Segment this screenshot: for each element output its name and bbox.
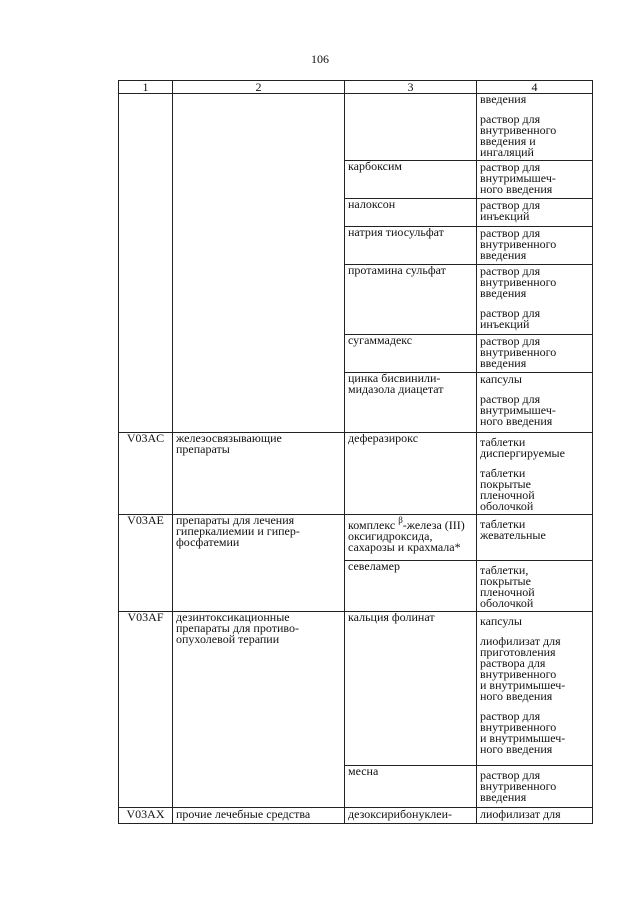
dosage-form: таблетки диспергируемые	[480, 435, 565, 460]
dosage-form: капсулы	[480, 614, 522, 628]
table-row	[119, 515, 593, 561]
header-row	[119, 81, 593, 94]
inn-cell: дезоксирибонуклеи-	[345, 808, 477, 824]
group-cell: железосвязывающие препараты	[173, 433, 345, 515]
forms-cell	[477, 612, 593, 766]
inn-cell: карбоксим	[345, 161, 477, 199]
forms-cell	[477, 335, 593, 373]
dosage-form: таблетки покрытые пленочной оболочкой	[480, 466, 535, 513]
group-cell	[173, 94, 345, 433]
forms-cell	[477, 808, 593, 824]
dosage-form: раствор для внутривенного и внутримышеч- ного введения	[480, 709, 566, 756]
dosage-form: лиофилизат для приготовления раствора для внутривенного и внутримышеч- ного введения	[480, 634, 566, 703]
dosage-form: раствор для внутримышеч- ного введения	[480, 392, 556, 428]
dosage-form: раствор для внутривенного введения и ингаляций	[480, 112, 557, 159]
dosage-form: таблетки жевательные	[480, 517, 546, 542]
inn-cell: сугаммадекс	[345, 335, 477, 373]
header-cell: 1	[119, 81, 173, 94]
inn-suffix: -железа (III) оксигидроксида, сахарозы и крахмала*	[348, 518, 465, 554]
inn-prefix: комплекс	[348, 518, 396, 532]
header-cell: 2	[173, 81, 345, 94]
dosage-form: лиофилизат для	[480, 807, 561, 821]
forms-cell	[477, 199, 593, 227]
atc-code-cell: V03AC	[119, 433, 173, 515]
table-row	[119, 433, 593, 515]
inn-cell: цинка бисвинили- мидазола диацетат	[345, 373, 477, 433]
dosage-form: таблетки, покрытые пленочной оболочкой	[480, 563, 535, 610]
dosage-form: раствор для инъекций	[480, 306, 541, 331]
inn-cell	[345, 94, 477, 161]
forms-cell	[477, 373, 593, 433]
inn-cell: месна	[345, 766, 477, 808]
atc-code-cell: V03AX	[119, 808, 173, 824]
table-row	[119, 808, 593, 824]
table-row	[119, 94, 593, 161]
dosage-form: раствор для внутривенного введения	[480, 334, 557, 370]
inn-cell: протамина сульфат	[345, 265, 477, 335]
atc-code-cell	[119, 94, 173, 433]
group-cell: дезинтоксикационные препараты для противо- опухолевой терапии	[173, 612, 345, 808]
forms-cell	[477, 265, 593, 335]
inn-cell	[345, 515, 477, 561]
dosage-form: капсулы	[480, 372, 522, 386]
dosage-form: раствор для внутривенного введения	[480, 768, 557, 804]
forms-cell	[477, 94, 593, 161]
header-cell: 4	[477, 81, 593, 94]
drug-table	[118, 80, 593, 824]
inn-cell: кальция фолинат	[345, 612, 477, 766]
dosage-form: раствор для внутривенного введения	[480, 264, 557, 300]
forms-cell	[477, 766, 593, 808]
header-cell: 3	[345, 81, 477, 94]
dosage-form: введения	[480, 93, 527, 106]
dosage-form: раствор для инъекций	[480, 198, 541, 223]
inn-cell: натрия тиосульфат	[345, 227, 477, 265]
forms-cell	[477, 515, 593, 561]
inn-cell: деферазирокс	[345, 433, 477, 515]
atc-code-cell: V03AF	[119, 612, 173, 808]
table-row	[119, 612, 593, 766]
dosage-form: раствор для внутримышеч- ного введения	[480, 160, 556, 196]
forms-cell	[477, 561, 593, 612]
inn-cell: севеламер	[345, 561, 477, 612]
atc-code-cell: V03AE	[119, 515, 173, 612]
group-cell: прочие лечебные средства	[173, 808, 345, 824]
dosage-form: раствор для внутривенного введения	[480, 226, 557, 262]
inn-cell: налоксон	[345, 199, 477, 227]
forms-cell	[477, 227, 593, 265]
page-number: 106	[311, 52, 329, 66]
group-cell: препараты для лечения гиперкалиемии и гипер- фосфатемии	[173, 515, 345, 612]
forms-cell	[477, 433, 593, 515]
beta-symbol: β	[398, 515, 403, 525]
forms-cell	[477, 161, 593, 199]
